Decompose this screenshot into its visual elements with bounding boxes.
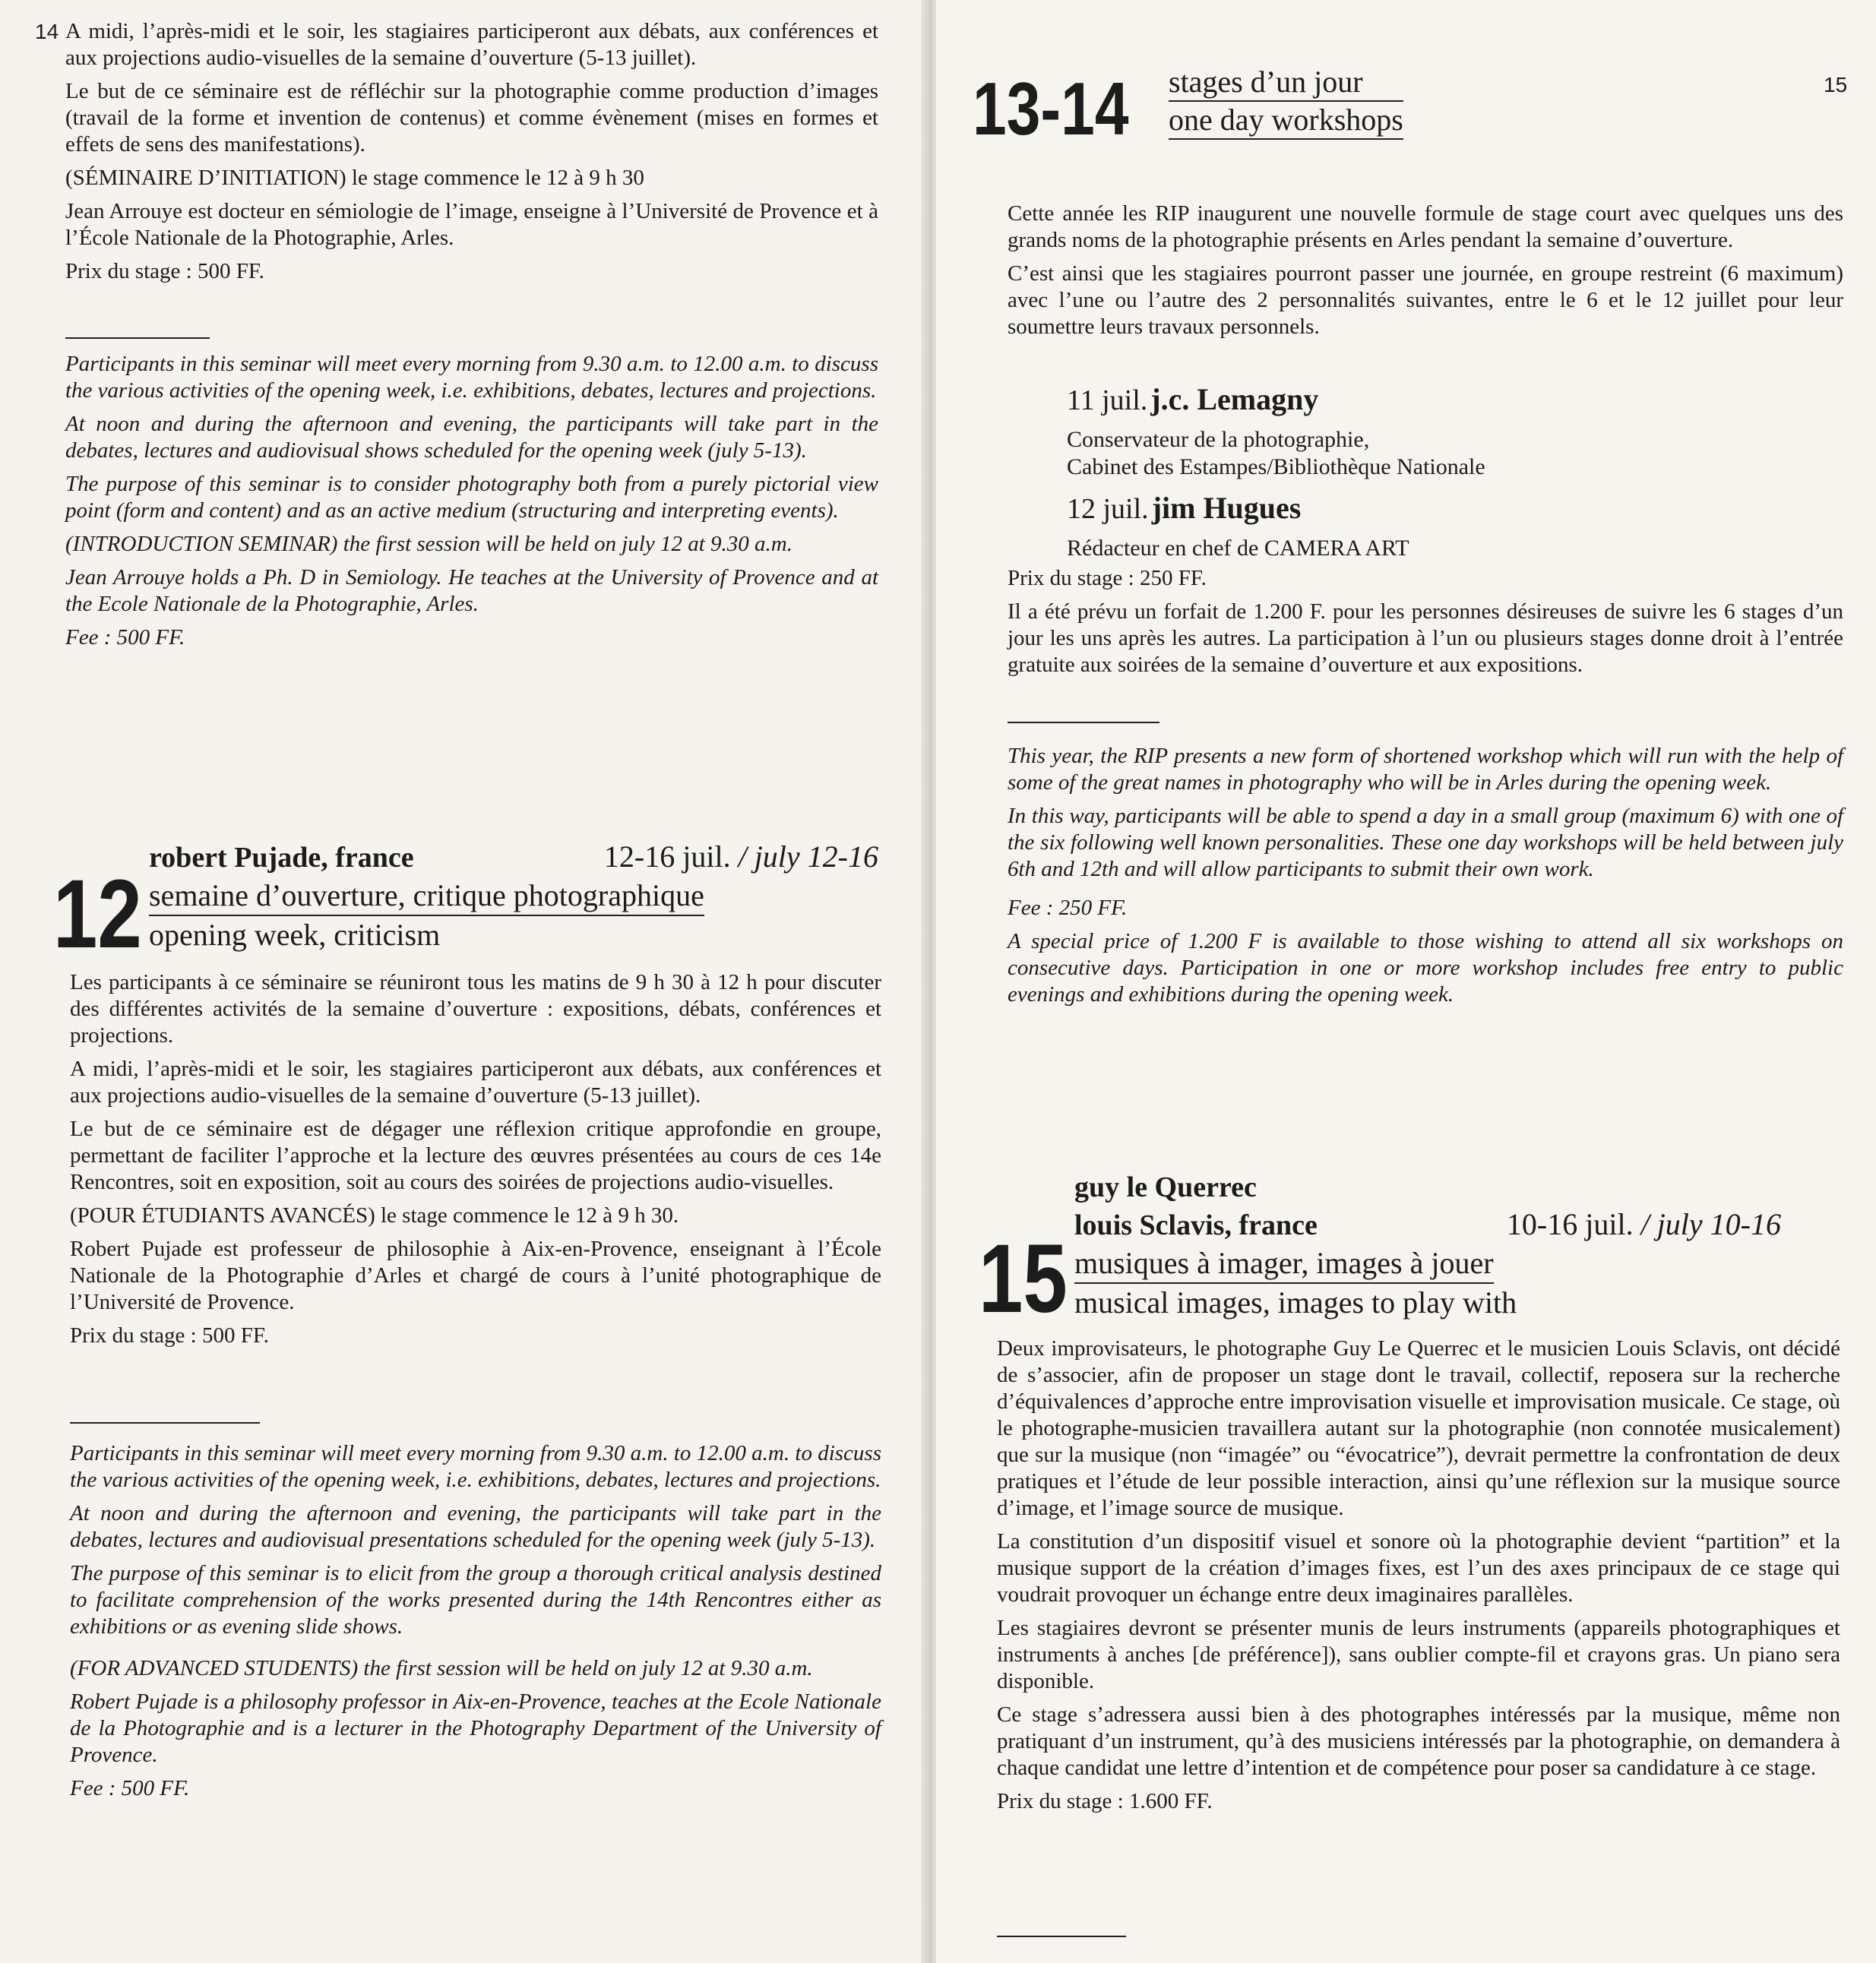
page-number-left: 14	[35, 20, 59, 43]
intro-fr-paragraph: Le but de ce séminaire est de réfléchir sur la photographie comme production d’images (travail de la forme et invention de contenus) et comme évènement (mises en formes et effets de sens des manifestations).	[65, 79, 878, 156]
intro-fr-block	[65, 18, 878, 292]
workshops-title-en: one day workshops	[1169, 102, 1403, 140]
session-description: Rédacteur en chef de CAMERA ART	[1067, 536, 1409, 561]
seminar-dates: 10-16 juil. / july 10-16	[1506, 1207, 1781, 1241]
seminar-title-en: opening week, criticism	[149, 918, 441, 952]
divider	[997, 1936, 1126, 1937]
seminar-fr-paragraph: Ce stage s’adressera aussi bien à des photographes intéressés par la musique, même non pratiquant d’un instrument, qu’à des musiciens intéressés par la photographie, on demandera à chaque candidat une lettre d’intention et de compétence pour poser sa candidature à ce stage.	[997, 1702, 1840, 1780]
workshops-fr-paragraph: C’est ainsi que les stagiaires pourront passer une journée, en groupe restreint (6 maximum) avec l’une ou l’autre des 2 personnalités suivantes, entre le 6 et le 12 juillet pour leur soumettre leurs travaux personnels.	[1008, 261, 1843, 339]
intro-en-paragraph: Participants in this seminar will meet every morning from 9.30 a.m. to 12.00 a.m. to discuss the various activities of the opening week, i.e. exhibitions, debates, lectures and projections.	[65, 352, 878, 403]
left-page	[0, 0, 929, 1963]
intro-en-paragraph: (INTRODUCTION SEMINAR) the first session will be held on july 12 at 9.30 a.m.	[65, 532, 792, 556]
seminar-fr-price: Prix du stage : 1.600 FF.	[997, 1789, 1213, 1813]
seminar-number: 12	[53, 860, 142, 969]
seminar-en-paragraph: Participants in this seminar will meet every morning from 9.30 a.m. to 12.00 a.m. to discuss the various activities of the opening week, i.e. exhibitions, debates, lectures and projections.	[70, 1441, 881, 1492]
workshops-fr-paragraph: Cette année les RIP inaugurent une nouvelle formule de stage court avec quelques uns des grands noms de la photographie présents en Arles pendant la semaine d’ouverture.	[1008, 201, 1843, 252]
seminar-en-fee: Fee : 500 FF.	[70, 1776, 190, 1800]
seminar-12-header	[53, 836, 881, 969]
workshops-title-fr: stages d’un jour	[1169, 64, 1403, 102]
intro-en-paragraph: At noon and during the afternoon and evening, the participants will take part in the debates, lectures and audiovisual shows scheduled for the opening week (july 5-13).	[65, 412, 878, 463]
divider	[70, 1422, 260, 1424]
right-page	[936, 0, 1876, 1963]
seminar-12-en-block	[70, 1440, 881, 1809]
seminar-fr-price: Prix du stage : 500 FF.	[70, 1323, 269, 1348]
workshops-en-paragraph: This year, the RIP presents a new form of shortened workshop which will run with the help of some of the great names in photography who will be in Arles during the opening week.	[1008, 744, 1843, 795]
seminar-fr-paragraph: Les stagiaires devront se présenter munis de leurs instruments (appareils photographiques et instruments à anches [de préférence]), sans oublier compte-fil et crayons gras. Un piano sera disponible.	[997, 1616, 1840, 1693]
seminar-fr-paragraph: (POUR ÉTUDIANTS AVANCÉS) le stage commence le 12 à 9 h 30.	[70, 1203, 679, 1228]
seminar-number: 15	[979, 1225, 1068, 1333]
session-host: jim Hugues	[1151, 491, 1302, 525]
seminar-en-paragraph: The purpose of this seminar is to elicit from the group a thorough critical analysis destined to facilitate comprehension of the works presented during the 14th Rencontres either as exhibitions or as evening slide shows.	[70, 1561, 881, 1639]
workshop-session	[1067, 380, 1827, 481]
workshops-en-block	[1008, 743, 1843, 1015]
page-number-right: 15	[1824, 73, 1848, 96]
session-date: 11 juil.	[1067, 384, 1148, 416]
seminar-fr-paragraph: La constitution d’un dispositif visuel et sonore où la photographie devient “partition” et la musique support de la création d’images fixes, est l’un des axes principaux de ce stage qui voudrait provoquer un échange entre deux imaginaires parallèles.	[997, 1529, 1840, 1607]
seminar-fr-paragraph: A midi, l’après-midi et le soir, les stagiaires participeront aux débats, aux conférences et aux projections audio-visuelles de la semaine d’ouverture (5-13 juillet).	[70, 1057, 881, 1108]
seminar-15-fr-block	[997, 1336, 1840, 1822]
intro-fr-price: Prix du stage : 500 FF.	[65, 259, 264, 283]
seminar-en-paragraph: At noon and during the afternoon and evening, the participants will take part in the debates, lectures and audiovisual presentations scheduled for the opening week (july 5-13).	[70, 1501, 881, 1552]
divider	[1008, 722, 1159, 723]
session-description: Conservateur de la photographie,	[1067, 427, 1370, 452]
seminar-dates: 12-16 juil. / july 12-16	[603, 839, 878, 874]
intro-en-block	[65, 351, 878, 658]
seminar-leader: guy le Querrec	[1074, 1171, 1257, 1203]
seminar-12-fr-block	[70, 969, 881, 1356]
seminar-fr-paragraph: Deux improvisateurs, le photographe Guy Le Querrec et le musicien Louis Sclavis, ont décidé de s’associer, afin de proposer un stage dont le travail, collectif, reposera sur la recherche d’équivalences d’approche entre improvisation visuelle et improvisation musicale. Ce stage, où le photographe-musicien travaillera autant sur la photographie (non connotée musicalement) que sur la musique (non “imagée” ou “évocatrice”), devrait permettre la confrontation de deux pratiques et l’étude de leur possible interaction, ainsi qu’une réflexion sur la musique source d’image, et l’image source de musique.	[997, 1336, 1840, 1520]
seminar-title-en: musical images, images to play with	[1074, 1285, 1517, 1320]
seminar-leader: robert Pujade, france	[149, 842, 414, 874]
seminar-fr-paragraph: Le but de ce séminaire est de dégager une réflexion critique approfondie en groupe, permettant de faciliter l’approche et la lecture des œuvres présentées au cours de ces 14e Rencontres, soit en exposition, soit au cours des soirées de projections audio-visuelles.	[70, 1117, 881, 1194]
divider	[65, 337, 210, 339]
seminar-title-fr: semaine d’ouverture, critique photographique	[149, 877, 704, 916]
workshops-price: Prix du stage : 250 FF.	[1008, 566, 1207, 590]
intro-fr-paragraph: A midi, l’après-midi et le soir, les stagiaires participeront aux débats, aux conférences et aux projections audio-visuelles de la semaine d’ouverture (5-13 juillet).	[65, 19, 878, 70]
workshops-fr-paragraph: Il a été prévu un forfait de 1.200 F. pour les personnes désireuses de suivre les 6 stages d’un jour les uns après les autres. La participation à l’un ou plusieurs stages donne droit à l’entrée gratuite aux soirées de la semaine d’ouverture et aux expositions.	[1008, 599, 1843, 677]
seminar-en-paragraph: (FOR ADVANCED STUDENTS) the first session will be held on july 12 at 9.30 a.m.	[70, 1656, 813, 1680]
seminar-leader: louis Sclavis, france	[1074, 1209, 1318, 1241]
workshops-en-paragraph: A special price of 1.200 F is available to those wishing to attend all six workshops on consecutive days. Participation in one or more workshop includes free entry to public evenings and exhibitions during the opening week.	[1008, 929, 1843, 1007]
session-date: 12 juil.	[1067, 493, 1149, 525]
session-description: Cabinet des Estampes/Bibliothèque Nationale	[1067, 454, 1485, 479]
workshops-fr-after	[1008, 565, 1843, 685]
intro-fr-paragraph: Jean Arrouye est docteur en sémiologie de l’image, enseigne à l’Université de Provence et à l’École Nationale de la Photographie, Arles.	[65, 199, 878, 250]
intro-en-fee: Fee : 500 FF.	[65, 625, 185, 650]
intro-en-paragraph: Jean Arrouye holds a Ph. D in Semiology. He teaches at the University of Provence and at the Ecole Nationale de la Photographie, Arles.	[65, 565, 878, 616]
workshops-fr-block	[1008, 201, 1843, 347]
intro-fr-paragraph: (SÉMINAIRE D’INITIATION) le stage commence le 12 à 9 h 30	[65, 166, 644, 190]
seminar-15-header	[979, 1168, 1845, 1333]
seminar-fr-paragraph: Robert Pujade est professeur de philosophie à Aix-en-Provence, enseignant à l’École Nationale de la Photographie d’Arles et chargé de cours à l’unité photographique de l’Université de Provence.	[70, 1237, 881, 1314]
workshop-sessions	[1067, 380, 1827, 562]
seminar-title-fr: musiques à imager, images à jouer	[1074, 1244, 1494, 1284]
workshops-en-fee: Fee : 250 FF.	[1008, 896, 1128, 920]
workshop-session	[1067, 488, 1827, 562]
workshops-en-paragraph: In this way, participants will be able to spend a day in a small group (maximum 6) with one of the six following well known personalities. These one day workshops will be held between july 6th and 12th and will allow participants to submit their own work.	[1008, 804, 1843, 881]
session-host: j.c. Lemagny	[1150, 382, 1319, 416]
workshops-header	[973, 64, 1520, 150]
workshops-number: 13-14	[973, 67, 1129, 150]
seminar-en-paragraph: Robert Pujade is a philosophy professor in Aix-en-Provence, teaches at the Ecole Nationale de la Photographie and is a lecturer in the Photography Department of the University of Provence.	[70, 1690, 881, 1767]
seminar-fr-paragraph: Les participants à ce séminaire se réuniront tous les matins de 9 h 30 à 12 h pour discuter des différentes activités de la semaine d’ouverture : expositions, débats, conférences et projections.	[70, 970, 881, 1048]
intro-en-paragraph: The purpose of this seminar is to consider photography both from a purely pictorial view point (form and content) and as an active medium (structuring and interpreting events).	[65, 472, 878, 523]
